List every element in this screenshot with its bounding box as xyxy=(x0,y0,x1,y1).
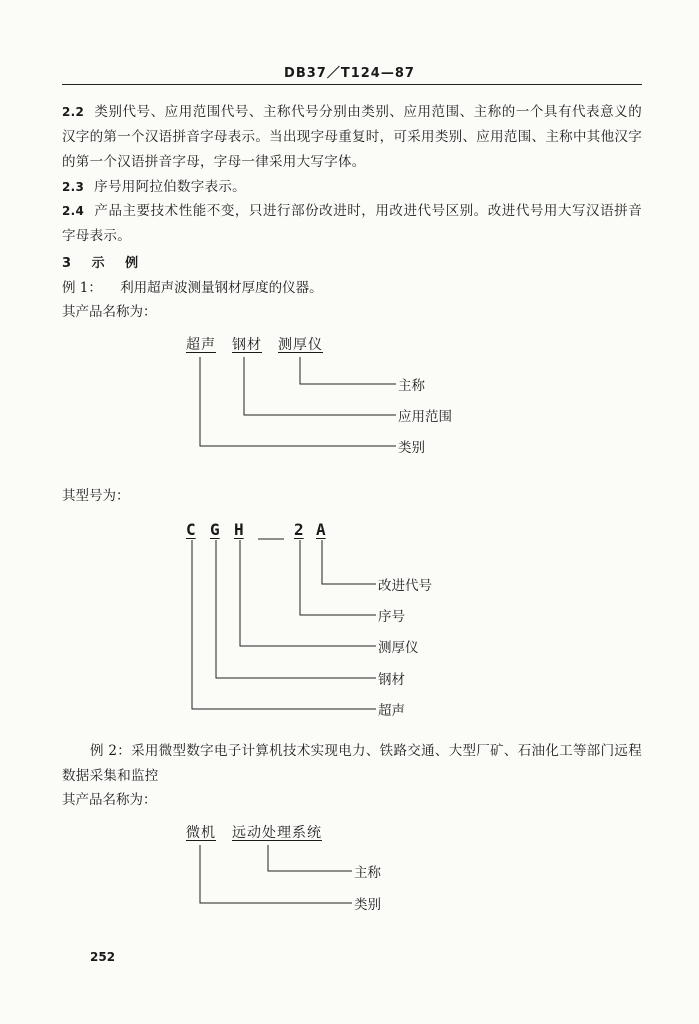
clause-number: 2.3 xyxy=(62,180,85,194)
example2-text: 采用微型数字电子计算机技术实现电力、铁路交通、大型厂矿、石油化工等部门远程数据采集和监控 xyxy=(62,743,642,784)
clause-text: 类别代号、应用范围代号、主称代号分别由类别、应用范围、主称的一个具有代表意义的汉字的第一个汉语拼音字母表示。当出现字母重复时，可采用类别、应用范围、主称中其他汉字的第一个汉语拼音字母，字母一律采用大写字体。 xyxy=(62,104,642,170)
clause-number: 2.2 xyxy=(62,105,85,119)
name-part-telecontrol-system: 远动处理系统 xyxy=(232,825,322,841)
page-number: 252 xyxy=(90,950,116,964)
example1-name-intro: 其产品名称为： xyxy=(62,304,157,320)
label-serial-number: 序号 xyxy=(378,609,405,625)
label-improvement-code: 改进代号 xyxy=(378,578,432,594)
label-category: 类别 xyxy=(398,440,425,456)
label-application: 应用范围 xyxy=(398,409,452,425)
label-thickness-gauge: 测厚仪 xyxy=(378,640,419,656)
connector-serial xyxy=(300,540,376,615)
document-header-code: DB37／T124—87 xyxy=(284,66,415,81)
label-main-2: 主称 xyxy=(354,865,381,881)
model-letter-h: H xyxy=(234,520,244,539)
clause-text: 产品主要技术性能不变，只进行部份改进时，用改进代号区别。改进代号用大写汉语拼音字母表示。 xyxy=(62,203,642,244)
name-part-microcomputer: 微机 xyxy=(186,825,216,841)
model-letter-a: A xyxy=(316,520,326,539)
example1-text: 利用超声波测量钢材厚度的仪器。 xyxy=(120,280,323,296)
connector-main-2 xyxy=(268,845,352,871)
connector-application xyxy=(244,357,396,415)
example1-label: 例 1： xyxy=(62,280,102,296)
connector-category xyxy=(200,357,396,446)
connector-improvement xyxy=(322,540,376,584)
connector-gauge xyxy=(240,540,376,646)
name-part-category: 超声 xyxy=(186,337,216,353)
connector-main xyxy=(300,357,396,384)
example1-model-intro: 其型号为： xyxy=(62,488,130,504)
name-part-main: 测厚仪 xyxy=(278,337,323,353)
section-title: 示 例 xyxy=(91,256,147,271)
name-part-application: 钢材 xyxy=(232,337,262,353)
label-main: 主称 xyxy=(398,378,425,394)
label-steel: 钢材 xyxy=(378,672,405,688)
model-letter-c: C xyxy=(186,520,196,539)
connector-ultrasonic xyxy=(192,540,376,709)
example2-label: 例 2： xyxy=(90,743,132,759)
model-letter-g: G xyxy=(210,520,220,539)
clause-number: 2.4 xyxy=(62,204,85,218)
label-ultrasonic: 超声 xyxy=(378,703,405,719)
label-category-2: 类别 xyxy=(354,897,381,913)
connector-category-2 xyxy=(200,845,352,903)
example2-name-intro: 其产品名称为： xyxy=(62,792,157,808)
clause-text: 序号用阿拉伯数字表示。 xyxy=(94,179,246,195)
section-number: 3 xyxy=(62,256,80,271)
model-number-2: 2 xyxy=(294,520,304,539)
